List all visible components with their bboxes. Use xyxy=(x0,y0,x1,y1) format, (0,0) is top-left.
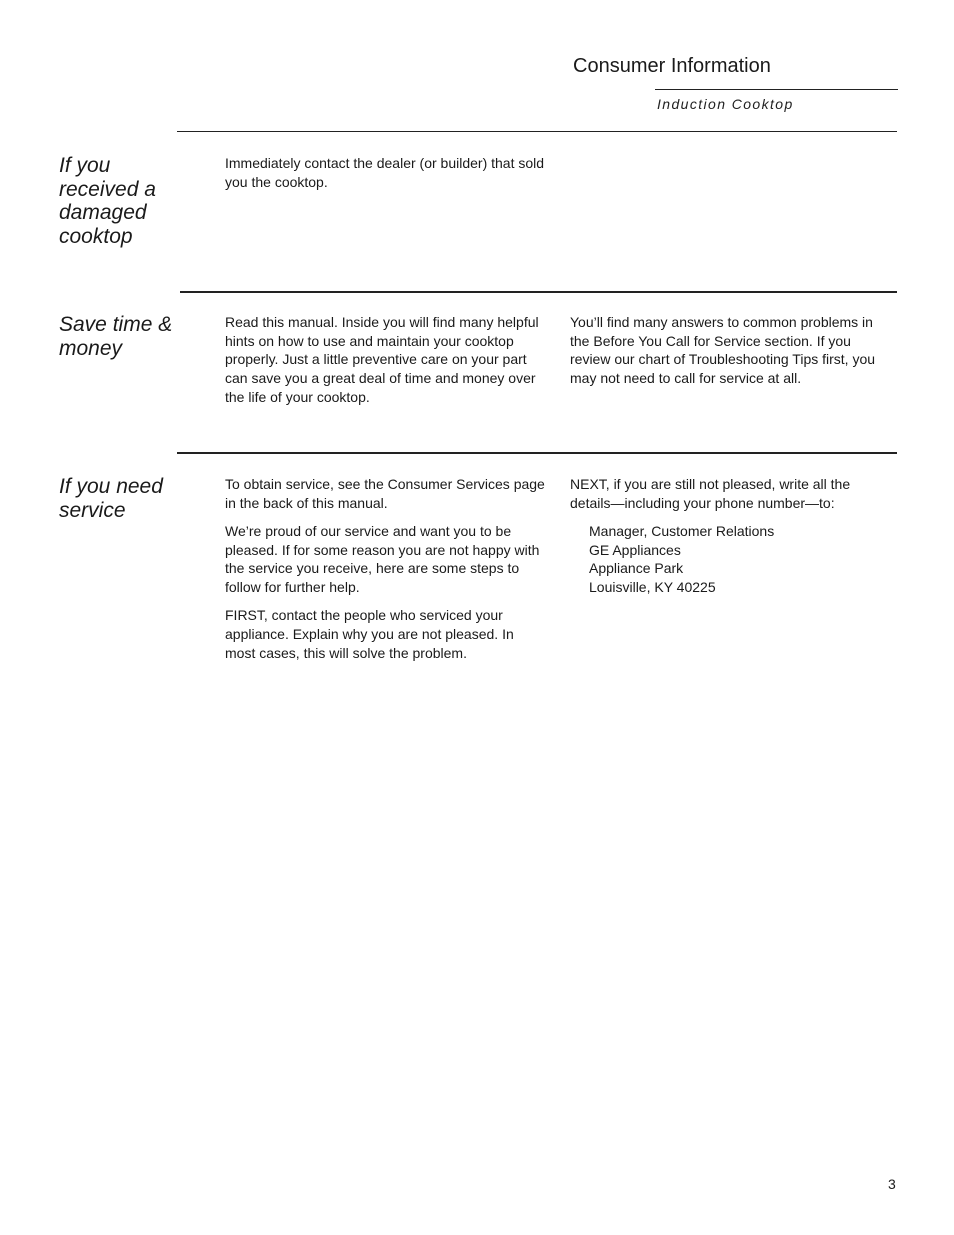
body-paragraph: To obtain service, see the Consumer Services page in the back of this manual. xyxy=(225,476,545,511)
section-divider xyxy=(177,131,897,132)
section-need-service-left-column xyxy=(225,475,547,672)
section-heading-save-time: Save time & money xyxy=(59,313,173,360)
section-divider xyxy=(180,291,897,293)
body-paragraph: NEXT, if you are still not pleased, write all the details—including your phone number—to: xyxy=(570,476,851,511)
section-heading-need-service: If you need service xyxy=(59,475,163,522)
section-heading-damaged-cooktop: If you received a damaged cooktop xyxy=(59,154,156,248)
address-line: Appliance Park xyxy=(589,560,684,577)
body-paragraph: Immediately contact the dealer (or builder) that sold you the cooktop. xyxy=(225,155,545,190)
body-paragraph: We’re proud of our service and want you to be pleased. If for some reason you are not happy with the service you receive, here are some steps to follow for further help. xyxy=(225,522,540,596)
address-line: GE Appliances xyxy=(589,541,681,558)
body-paragraph: You’ll find many answers to common problems in the Before You Call for Service section. If you review our chart of Troubleshooting Tips first, you may not need to call for service at all. xyxy=(570,314,876,387)
page-title: Consumer Information xyxy=(573,55,771,77)
section-divider xyxy=(177,452,897,454)
section-save-time-right-column xyxy=(570,313,885,397)
body-paragraph: FIRST, contact the people who serviced your appliance. Explain why you are not pleased. In most cases, this will solve the problem. xyxy=(225,607,514,661)
page-subtitle: Induction Cooktop xyxy=(657,96,794,112)
header-divider xyxy=(655,89,898,90)
section-save-time-left-column xyxy=(225,313,547,416)
section-damaged-cooktop-left-column xyxy=(225,154,547,201)
address-line: Manager, Customer Relations xyxy=(589,522,775,539)
mailing-address xyxy=(570,522,885,597)
body-paragraph: Read this manual. Inside you will find many helpful hints on how to use and maintain your cooktop properly. Just a little preventive care on your part can save you a great deal of time and money over the life of your cooktop. xyxy=(225,314,539,405)
address-line: Louisville, KY 40225 xyxy=(589,579,716,596)
page-number: 3 xyxy=(888,1176,896,1192)
section-need-service-right-column xyxy=(570,475,885,597)
